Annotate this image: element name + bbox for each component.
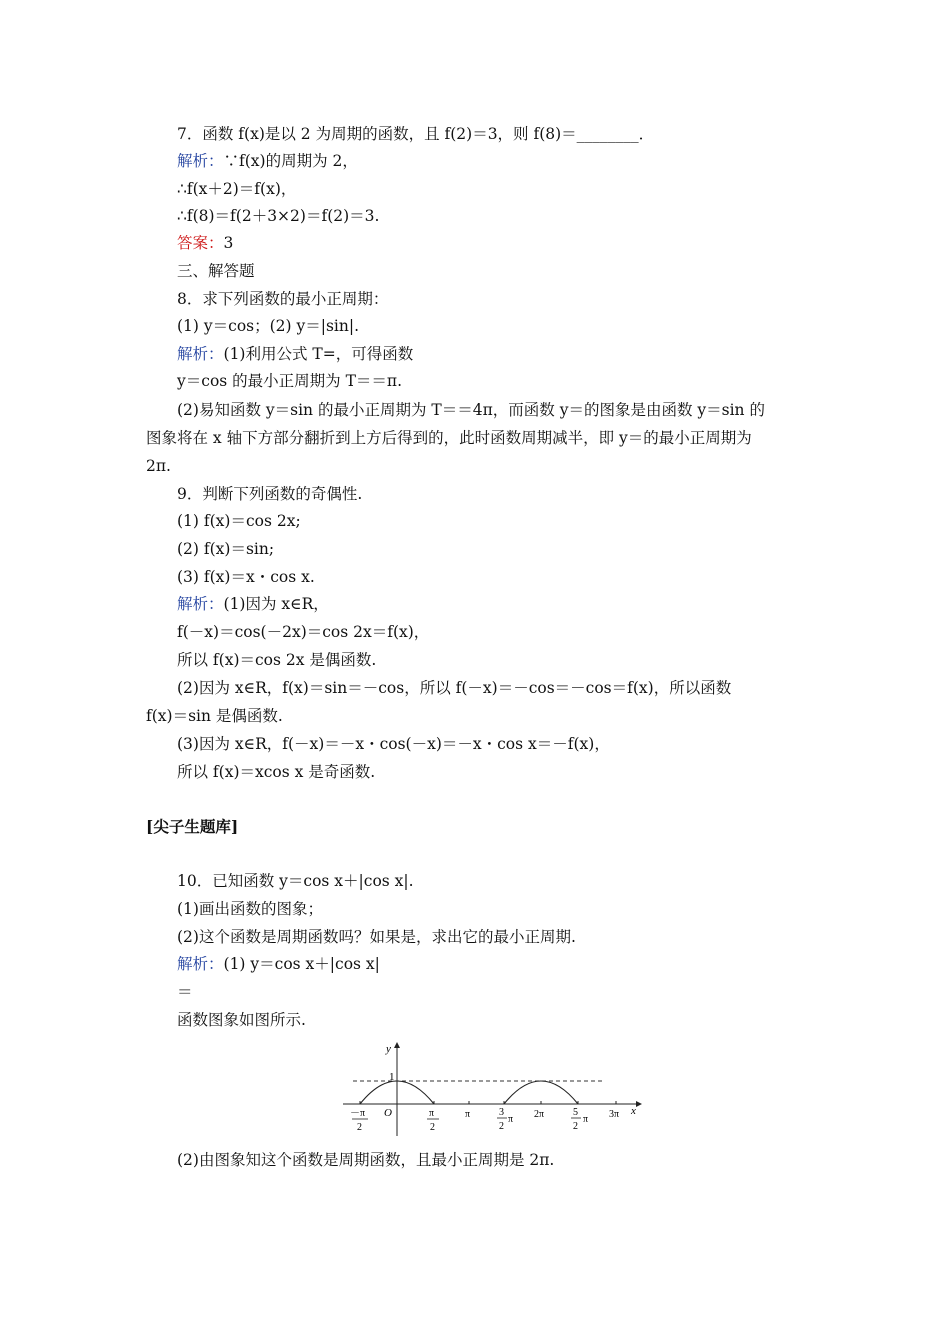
q10-figure-caption: 函数图象如图所示. bbox=[177, 1011, 306, 1029]
solution-label: 解析： bbox=[177, 595, 224, 613]
q9-step-6: (3)因为 x∈R，f(－x)＝－x・cos(－x)＝－x・cos x＝－f(x)， bbox=[177, 735, 610, 753]
y-one-label: 1 bbox=[389, 1071, 395, 1083]
x-axis-arrow bbox=[636, 1101, 642, 1107]
solution-label: 解析： bbox=[177, 955, 224, 973]
tick-label-three-half-num: 3 bbox=[499, 1107, 504, 1118]
q9-part-2: (2) f(x)＝sin; bbox=[177, 540, 275, 558]
answer-label: 答案： bbox=[177, 234, 224, 252]
tick-label-five-half-den: 2 bbox=[573, 1121, 578, 1132]
tick-label-half-pi-den: 2 bbox=[430, 1122, 435, 1133]
x-axis-label: x bbox=[631, 1105, 636, 1117]
q8-step-3: (2)易知函数 y＝sin 的最小正周期为 T＝＝4π，而函数 y＝的图象是由函数 y＝sin 的 bbox=[177, 401, 765, 419]
q7-solution-line bbox=[177, 151, 358, 171]
solution-text: (1)因为 x∈R， bbox=[223, 595, 329, 613]
q9-part-1: (1) f(x)＝cos 2x; bbox=[177, 512, 301, 530]
q10-part-1: (1)画出函数的图象； bbox=[177, 900, 323, 918]
tick-label-pi: π bbox=[465, 1109, 471, 1120]
q10-solution-line bbox=[177, 954, 380, 974]
q9-step-5: f(x)＝sin 是偶函数. bbox=[146, 707, 283, 725]
q9-step-3: 所以 f(x)＝cos 2x 是偶函数. bbox=[177, 651, 377, 669]
tick-label-three-half-den: 2 bbox=[499, 1121, 504, 1132]
q9-step-4: (2)因为 x∈R，f(x)＝sin＝－cos，所以 f(－x)＝－cos＝－cos＝f(x)，所以函数 bbox=[177, 679, 732, 697]
q8-step-2: y＝cos 的最小正周期为 T＝＝π. bbox=[177, 372, 403, 390]
tick-label-five-half-num: 5 bbox=[573, 1107, 578, 1118]
tick-label-five-half-pi: π bbox=[583, 1114, 589, 1125]
y-axis-label: y bbox=[386, 1043, 391, 1055]
q9-text: 9．判断下列函数的奇偶性. bbox=[177, 485, 363, 503]
solution-label: 解析： bbox=[177, 152, 224, 170]
q9-step-2: f(－x)＝cos(－2x)＝cos 2x＝f(x)， bbox=[177, 623, 430, 641]
function-graph bbox=[338, 1040, 648, 1140]
q8-parts: (1) y＝cos；(2) y＝|sin|. bbox=[177, 317, 360, 335]
origin-label: O bbox=[384, 1107, 392, 1119]
q7-text: 7．函数 f(x)是以 2 为周期的函数，且 f(2)＝3，则 f(8)＝________． bbox=[177, 125, 655, 143]
tick-label-neg-half-pi-den: 2 bbox=[357, 1122, 362, 1133]
tick-label-half-pi-num: π bbox=[429, 1108, 435, 1119]
q7-answer-line bbox=[177, 233, 233, 253]
q10-part-2: (2)这个函数是周期函数吗？如果是，求出它的最小正周期. bbox=[177, 928, 576, 946]
solution-label: 解析： bbox=[177, 345, 224, 363]
y-axis-arrow bbox=[394, 1042, 400, 1048]
q9-step-7: 所以 f(x)＝xcos x 是奇函数. bbox=[177, 763, 376, 781]
q8-solution-line bbox=[177, 344, 413, 364]
q8-step-4: 图象将在 x 轴下方部分翻折到上方后得到的，此时函数周期减半，即 y＝的最小正周期为 bbox=[146, 429, 752, 447]
tick-label-two-pi: 2π bbox=[534, 1109, 545, 1120]
q7-step-3: ∴f(8)＝f(2＋3×2)＝f(2)＝3. bbox=[177, 207, 380, 225]
question-bank-heading: [尖子生题库] bbox=[146, 817, 239, 836]
solution-text: (1) y＝cos x＋|cos x| bbox=[223, 955, 380, 973]
q9-solution-line bbox=[177, 594, 329, 614]
q7-step-2: ∴f(x＋2)＝f(x)， bbox=[177, 180, 297, 198]
curve-arch-2 bbox=[504, 1081, 578, 1104]
q8-text: 8．求下列函数的最小正周期： bbox=[177, 290, 389, 308]
tick-label-three-half-pi: π bbox=[508, 1114, 514, 1125]
answer-value: 3 bbox=[223, 234, 234, 252]
q10-equals: ＝ bbox=[177, 983, 193, 1001]
q10-text: 10．已知函数 y＝cos x＋|cos x|. bbox=[177, 872, 414, 890]
tick-label-three-pi: 3π bbox=[609, 1109, 620, 1120]
q8-step-5: 2π. bbox=[146, 457, 171, 475]
solution-text: (1)利用公式 T=，可得函数 bbox=[223, 345, 414, 363]
q10-conclusion: (2)由图象知这个函数是周期函数，且最小正周期是 2π. bbox=[177, 1151, 555, 1169]
tick-label-neg-half-pi-num: －π bbox=[350, 1108, 366, 1119]
solution-text: ∵f(x)的周期为 2， bbox=[223, 152, 358, 170]
section-heading: 三、解答题 bbox=[177, 262, 255, 280]
q9-part-3: (3) f(x)＝x・cos x. bbox=[177, 568, 315, 586]
